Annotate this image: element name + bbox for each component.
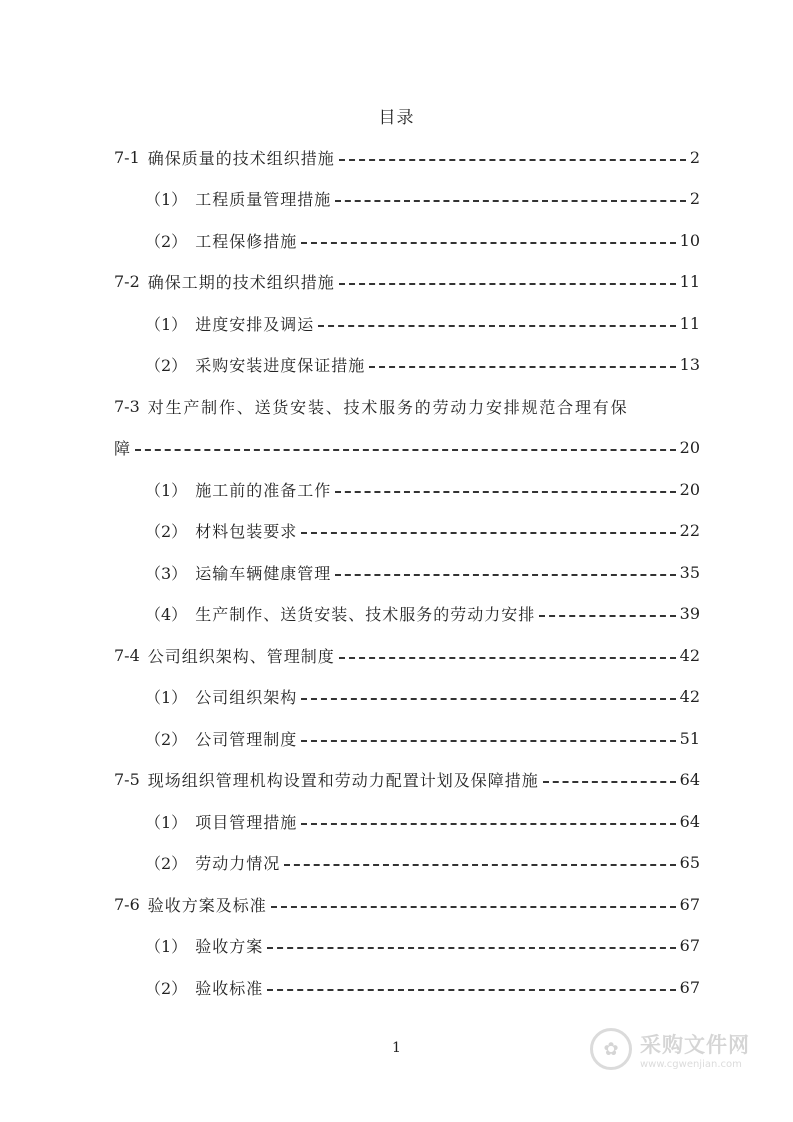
toc-entry[interactable]	[145, 344, 700, 385]
dot-leader	[271, 906, 676, 908]
entry-number: （1）	[145, 190, 188, 209]
dot-leader	[284, 864, 675, 866]
dot-leader	[335, 574, 675, 576]
toc-entry[interactable]	[145, 552, 700, 593]
entry-title: 确保质量的技术组织措施	[147, 149, 335, 168]
entry-number: （1）	[145, 813, 188, 832]
entry-title: 公司组织架构、管理制度	[147, 647, 335, 666]
entry-number: 7-2	[114, 272, 140, 291]
entry-title: 劳动力情况	[195, 854, 281, 873]
entry-page: 67	[679, 895, 700, 914]
watermark-main: 采购文件网	[640, 1032, 750, 1057]
entry-title: 材料包装要求	[195, 522, 298, 541]
entry-page: 64	[679, 770, 700, 789]
toc-entry[interactable]	[114, 635, 700, 676]
entry-page: 39	[679, 604, 700, 623]
entry-title: 运输车辆健康管理	[195, 564, 332, 583]
entry-title: 生产制作、送货安装、技术服务的劳动力安排	[195, 605, 536, 624]
toc-entry[interactable]	[145, 967, 700, 1008]
dot-leader	[267, 989, 675, 991]
entry-number: 7-4	[114, 646, 140, 665]
toc-title: 目录	[378, 108, 415, 128]
entry-title: 进度安排及调运	[195, 315, 315, 334]
entry-title: 采购安装进度保证措施	[195, 356, 366, 375]
dot-leader	[335, 200, 686, 202]
toc-entry[interactable]	[145, 925, 700, 966]
toc-entry[interactable]	[145, 303, 700, 344]
entry-title: 项目管理措施	[195, 813, 298, 832]
dot-leader	[301, 698, 675, 700]
entry-number: （1）	[145, 688, 188, 707]
toc-entry[interactable]	[114, 759, 700, 800]
entry-title: 公司组织架构	[195, 688, 298, 707]
toc-entry[interactable]	[114, 137, 700, 178]
entry-page: 51	[679, 729, 700, 748]
dot-leader	[301, 242, 675, 244]
entry-number: （2）	[145, 232, 188, 251]
entry-title: 确保工期的技术组织措施	[147, 273, 335, 292]
entry-title: 对生产制作、送货安装、技术服务的劳动力安排规范合理有保	[147, 398, 629, 417]
dot-leader	[339, 159, 686, 161]
watermark-text	[640, 1029, 750, 1070]
entry-page: 2	[689, 189, 700, 208]
entry-number: （1）	[145, 315, 188, 334]
dot-leader	[301, 532, 675, 534]
entry-page: 10	[679, 231, 700, 250]
entry-number: （2）	[145, 854, 188, 873]
entry-number: （2）	[145, 356, 188, 375]
dot-leader	[318, 325, 675, 327]
toc-entry[interactable]	[114, 261, 700, 302]
page-number: 1	[392, 1040, 401, 1056]
entry-title: 工程质量管理措施	[195, 190, 332, 209]
entry-number: （1）	[145, 937, 188, 956]
entry-number: （2）	[145, 730, 188, 749]
toc-entry[interactable]	[145, 220, 700, 261]
entry-page: 20	[679, 438, 700, 457]
watermark-sub: www.cgwenjian.com	[640, 1058, 742, 1070]
toc-entry[interactable]	[145, 801, 700, 842]
entry-number: 7-1	[114, 148, 140, 167]
dot-leader	[301, 823, 675, 825]
entry-number: 7-3	[114, 397, 140, 416]
toc-entry[interactable]	[145, 178, 700, 219]
entry-page: 42	[679, 687, 700, 706]
dot-leader	[335, 491, 675, 493]
entry-title: 现场组织管理机构设置和劳动力配置计划及保障措施	[147, 771, 539, 790]
toc-entry-wrapped[interactable]	[114, 386, 700, 427]
entry-title: 验收方案	[195, 937, 264, 956]
toc-entry[interactable]	[145, 469, 700, 510]
toc-entry[interactable]	[145, 676, 700, 717]
entry-title: 施工前的准备工作	[195, 481, 332, 500]
entry-page: 67	[679, 978, 700, 997]
entry-title: 公司管理制度	[195, 730, 298, 749]
entry-page: 42	[679, 646, 700, 665]
dot-leader	[301, 740, 675, 742]
entry-page: 65	[679, 853, 700, 872]
dot-leader	[135, 449, 676, 451]
entry-number: （1）	[145, 481, 188, 500]
dot-leader	[267, 947, 675, 949]
entry-page: 22	[679, 521, 700, 540]
toc-entry[interactable]	[145, 593, 700, 634]
dot-leader	[339, 657, 676, 659]
entry-number: （4）	[145, 605, 188, 624]
watermark-logo-icon: ✿	[590, 1028, 632, 1070]
entry-page: 11	[679, 314, 700, 333]
dot-leader	[543, 781, 676, 783]
entry-page: 2	[689, 148, 700, 167]
entry-page: 64	[679, 812, 700, 831]
entry-page: 67	[679, 936, 700, 955]
entry-title: 工程保修措施	[195, 232, 298, 251]
entry-number: （2）	[145, 979, 188, 998]
toc-entry-continuation[interactable]	[114, 427, 700, 468]
entry-title: 验收标准	[195, 979, 264, 998]
entry-page: 11	[679, 272, 700, 291]
toc-entry[interactable]	[145, 842, 700, 883]
toc-entry[interactable]	[114, 884, 700, 925]
dot-leader	[539, 615, 675, 617]
entry-page: 13	[679, 355, 700, 374]
toc-entry[interactable]	[145, 718, 700, 759]
entry-page: 35	[679, 563, 700, 582]
entry-page: 20	[679, 480, 700, 499]
entry-number: （2）	[145, 522, 188, 541]
entry-number: （3）	[145, 564, 188, 583]
entry-number: 7-5	[114, 770, 140, 789]
watermark	[590, 1024, 780, 1074]
entry-title: 验收方案及标准	[147, 896, 267, 915]
entry-number: 7-6	[114, 895, 140, 914]
entry-title-continuation: 障	[114, 439, 132, 458]
toc-entry[interactable]	[145, 510, 700, 551]
dot-leader	[339, 283, 676, 285]
dot-leader	[369, 366, 675, 368]
